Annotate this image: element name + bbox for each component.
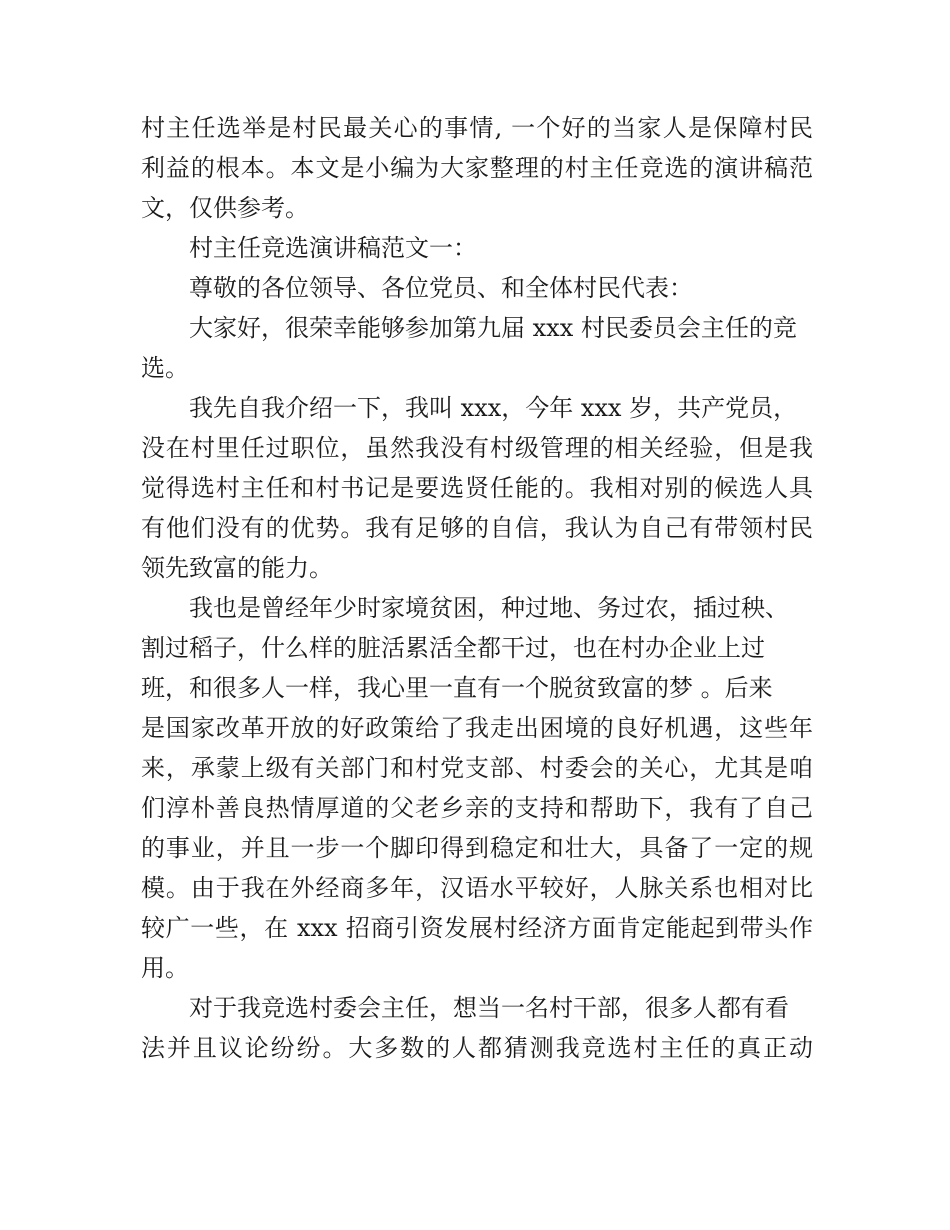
background-line-8: 模。由于我在外经商多年，汉语水平较好，人脉关系也相对比 (141, 874, 813, 902)
self-intro-line-4: 有他们没有的优势。我有足够的自信，我认为自己有带领村民 (141, 514, 813, 542)
salutation: 尊敬的各位领导、各位党员、和全体村民代表： (189, 274, 693, 302)
document-body (141, 108, 813, 1068)
section-heading: 村主任竞选演讲稿范文一： (189, 234, 477, 262)
intro-line-2: 利益的根本。本文是小编为大家整理的村主任竞选的演讲稿范 (141, 154, 813, 182)
background-line-6: 们淳朴善良热情厚道的父老乡亲的支持和帮助下，我有了自己 (141, 794, 813, 822)
background-line-3: 班，和很多人一样，我心里一直有一个脱贫致富的梦 。后来 (141, 674, 773, 702)
intro-line-1: 村主任选举是村民最关心的事情, 一个好的当家人是保障村民 (141, 114, 813, 142)
background-line-4: 是国家改革开放的好政策给了我走出困境的良好机遇，这些年 (141, 714, 813, 742)
greeting-line-1: 大家好，很荣幸能够参加第九届 xxx 村民委员会主任的竞 (189, 314, 797, 342)
background-line-1: 我也是曾经年少时家境贫困，种过地、务过农，插过秧、 (189, 594, 789, 622)
motive-line-1: 对于我竞选村委会主任，想当一名村干部，很多人都有看 (189, 994, 789, 1022)
background-line-2: 割过稻子，什么样的脏活累活全都干过，也在村办企业上过 (141, 634, 765, 662)
intro-line-3: 文，仅供参考。 (141, 194, 309, 222)
background-line-10: 用。 (141, 954, 189, 982)
motive-line-2: 法并且议论纷纷。大多数的人都猜测我竞选村主任的真正动 (141, 1034, 813, 1062)
self-intro-line-1: 我先自我介绍一下，我叫 xxx，今年 xxx 岁，共产党员， (189, 394, 798, 422)
self-intro-line-2: 没在村里任过职位，虽然我没有村级管理的相关经验，但是我 (141, 434, 813, 462)
self-intro-line-5: 领先致富的能力。 (141, 554, 333, 582)
greeting-line-2: 选。 (141, 354, 189, 382)
self-intro-line-3: 觉得选村主任和村书记是要选贤任能的。我相对别的候选人具 (141, 474, 813, 502)
background-line-7: 的事业，并且一步一个脚印得到稳定和壮大，具备了一定的规 (141, 834, 813, 862)
background-line-5: 来，承蒙上级有关部门和村党支部、村委会的关心，尤其是咱 (141, 754, 813, 782)
background-line-9: 较广一些，在 xxx 招商引资发展村经济方面肯定能起到带头作 (141, 914, 813, 942)
